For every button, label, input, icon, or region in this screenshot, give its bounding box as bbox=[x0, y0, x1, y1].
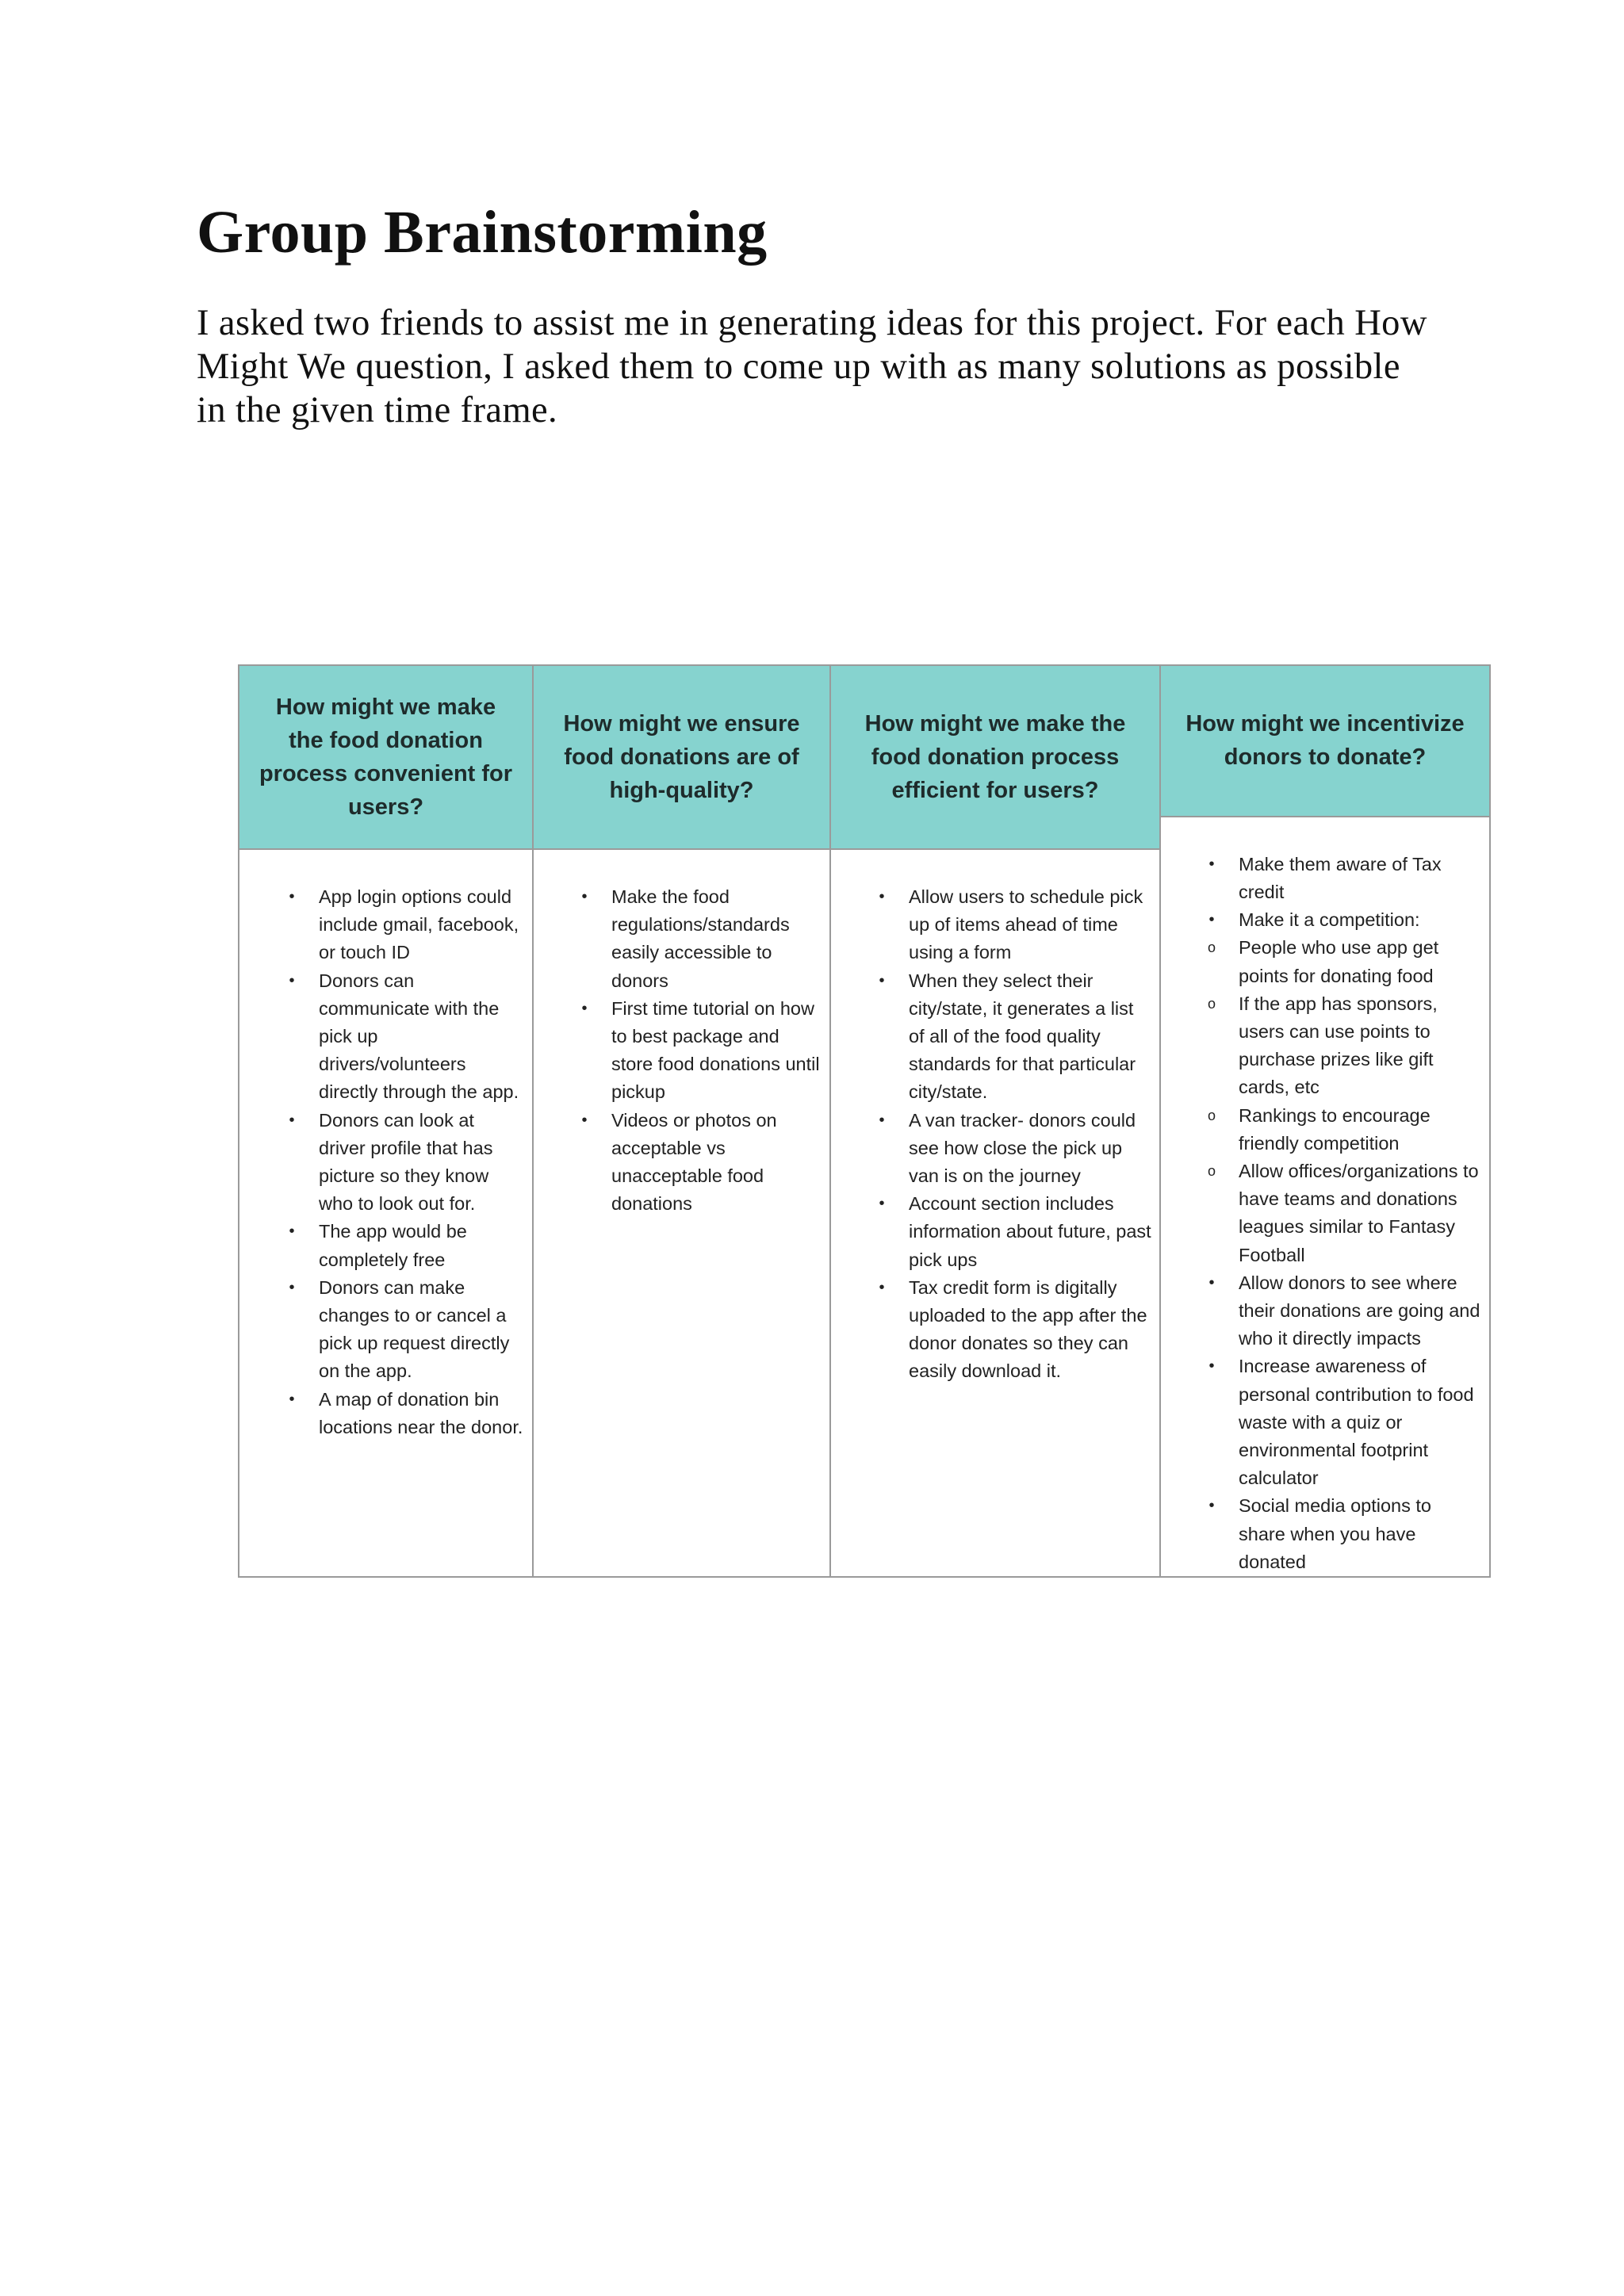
bullet-icon: • bbox=[1208, 855, 1215, 873]
bullet-icon: • bbox=[879, 1278, 885, 1296]
idea-list bbox=[534, 883, 822, 1218]
bullet-icon: • bbox=[581, 999, 588, 1017]
bullet-icon: • bbox=[879, 971, 885, 989]
list-item-text: When they select their city/state, it generates a list of all of the food quality standards for that particular city/state. bbox=[909, 970, 1136, 1103]
idea-list bbox=[239, 883, 524, 1441]
idea-list bbox=[831, 883, 1151, 1386]
how-might-we-table bbox=[238, 664, 1491, 1578]
list-item bbox=[239, 1218, 524, 1273]
bullet-icon: • bbox=[879, 1111, 885, 1129]
hmw-ideas bbox=[239, 850, 532, 1576]
hmw-ideas bbox=[831, 850, 1159, 1576]
sub-bullet-icon: o bbox=[1207, 1107, 1216, 1123]
bullet-icon: • bbox=[289, 1111, 295, 1129]
bullet-icon: • bbox=[289, 971, 295, 989]
list-item-text: Make it a competition: bbox=[1239, 909, 1420, 931]
list-item bbox=[239, 1386, 524, 1441]
intro-paragraph: I asked two friends to assist me in generating ideas for this project. For each How Might We question, I asked them to come up with as many solutions as possible in the given time frame. bbox=[197, 303, 1427, 430]
list-item bbox=[1161, 934, 1481, 989]
list-item bbox=[534, 883, 822, 995]
list-item-text: Make them aware of Tax credit bbox=[1239, 853, 1442, 902]
page-title: Group Brainstorming bbox=[197, 199, 768, 266]
idea-list bbox=[1161, 851, 1481, 1576]
bullet-icon: • bbox=[879, 888, 885, 905]
hmw-column-incentives bbox=[1161, 666, 1489, 1576]
list-item bbox=[1161, 1492, 1481, 1576]
list-item bbox=[1161, 1158, 1481, 1269]
list-item bbox=[831, 967, 1151, 1107]
list-item bbox=[1161, 1353, 1481, 1492]
list-item bbox=[1161, 990, 1481, 1102]
hmw-ideas bbox=[534, 850, 829, 1576]
bullet-icon: • bbox=[581, 888, 588, 905]
bullet-icon: • bbox=[1208, 911, 1215, 929]
list-item-text: App login options could include gmail, facebook, or touch ID bbox=[319, 886, 519, 963]
hmw-question: How might we make the food donation process efficient for users? bbox=[831, 666, 1159, 850]
list-item bbox=[831, 1107, 1151, 1191]
sub-bullet-icon: o bbox=[1207, 995, 1216, 1012]
list-item bbox=[239, 1274, 524, 1386]
list-item-text: Make the food regulations/standards easily accessible to donors bbox=[611, 886, 790, 991]
hmw-question: How might we incentivize donors to donate? bbox=[1161, 666, 1489, 817]
bullet-icon: • bbox=[879, 1195, 885, 1213]
bullet-icon: • bbox=[1208, 1357, 1215, 1376]
list-item-text: The app would be completely free bbox=[319, 1221, 467, 1270]
list-item-text: Allow users to schedule pick up of items ahead of time using a form bbox=[909, 886, 1143, 963]
list-item-text: If the app has sponsors, users can use points to purchase prizes like gift cards, etc bbox=[1239, 993, 1438, 1098]
list-item bbox=[534, 995, 822, 1107]
list-item-text: A map of donation bin locations near the donor. bbox=[319, 1388, 523, 1437]
hmw-question: How might we ensure food donations are of high-quality? bbox=[534, 666, 829, 850]
list-item bbox=[534, 1107, 822, 1219]
bullet-icon: • bbox=[289, 1390, 295, 1408]
hmw-ideas bbox=[1161, 817, 1489, 1576]
list-item-text: Account section includes information about future, past pick ups bbox=[909, 1193, 1151, 1270]
list-item-text: Allow donors to see where their donations are going and who it directly impacts bbox=[1239, 1272, 1480, 1349]
list-item-text: Tax credit form is digitally uploaded to the app after the donor donates so they can easily download it. bbox=[909, 1276, 1147, 1382]
list-item-text: Donors can make changes to or cancel a pick up request directly on the app. bbox=[319, 1276, 510, 1382]
hmw-column-quality bbox=[534, 666, 831, 1576]
list-item bbox=[239, 967, 524, 1107]
list-item-text: People who use app get points for donating food bbox=[1239, 937, 1439, 986]
list-item bbox=[1161, 906, 1481, 934]
hmw-column-convenience bbox=[239, 666, 534, 1576]
list-item bbox=[831, 1190, 1151, 1274]
list-item-text: Donors can communicate with the pick up drivers/volunteers directly through the app. bbox=[319, 970, 519, 1103]
bullet-icon: • bbox=[581, 1111, 588, 1129]
list-item-text: Rankings to encourage friendly competition bbox=[1239, 1104, 1431, 1154]
list-item-text: Allow offices/organizations to have teams and donations leagues similar to Fantasy Football bbox=[1239, 1160, 1479, 1265]
list-item bbox=[1161, 851, 1481, 906]
list-item-text: Social media options to share when you have donated bbox=[1239, 1495, 1431, 1572]
sub-bullet-icon: o bbox=[1207, 939, 1216, 956]
bullet-icon: • bbox=[289, 888, 295, 905]
hmw-column-efficiency bbox=[831, 666, 1161, 1576]
list-item bbox=[831, 1274, 1151, 1386]
bullet-icon: • bbox=[289, 1278, 295, 1296]
hmw-question: How might we make the food donation process convenient for users? bbox=[239, 666, 532, 850]
list-item-text: Increase awareness of personal contribution to food waste with a quiz or environmental footprint calculator bbox=[1239, 1356, 1474, 1489]
list-item-text: A van tracker- donors could see how close the pick up van is on the journey bbox=[909, 1109, 1136, 1187]
list-item bbox=[831, 883, 1151, 967]
list-item-text: First time tutorial on how to best package and store food donations until pickup bbox=[611, 997, 820, 1103]
list-item bbox=[239, 1107, 524, 1219]
sub-bullet-icon: o bbox=[1207, 1162, 1216, 1179]
bullet-icon: • bbox=[1208, 1273, 1215, 1292]
list-item bbox=[239, 883, 524, 967]
list-item bbox=[1161, 1269, 1481, 1353]
bullet-icon: • bbox=[289, 1223, 295, 1241]
bullet-icon: • bbox=[1208, 1497, 1215, 1515]
list-item-text: Videos or photos on acceptable vs unacceptable food donations bbox=[611, 1109, 777, 1215]
list-item-text: Donors can look at driver profile that has picture so they know who to look out for. bbox=[319, 1109, 493, 1215]
list-item bbox=[1161, 1102, 1481, 1158]
